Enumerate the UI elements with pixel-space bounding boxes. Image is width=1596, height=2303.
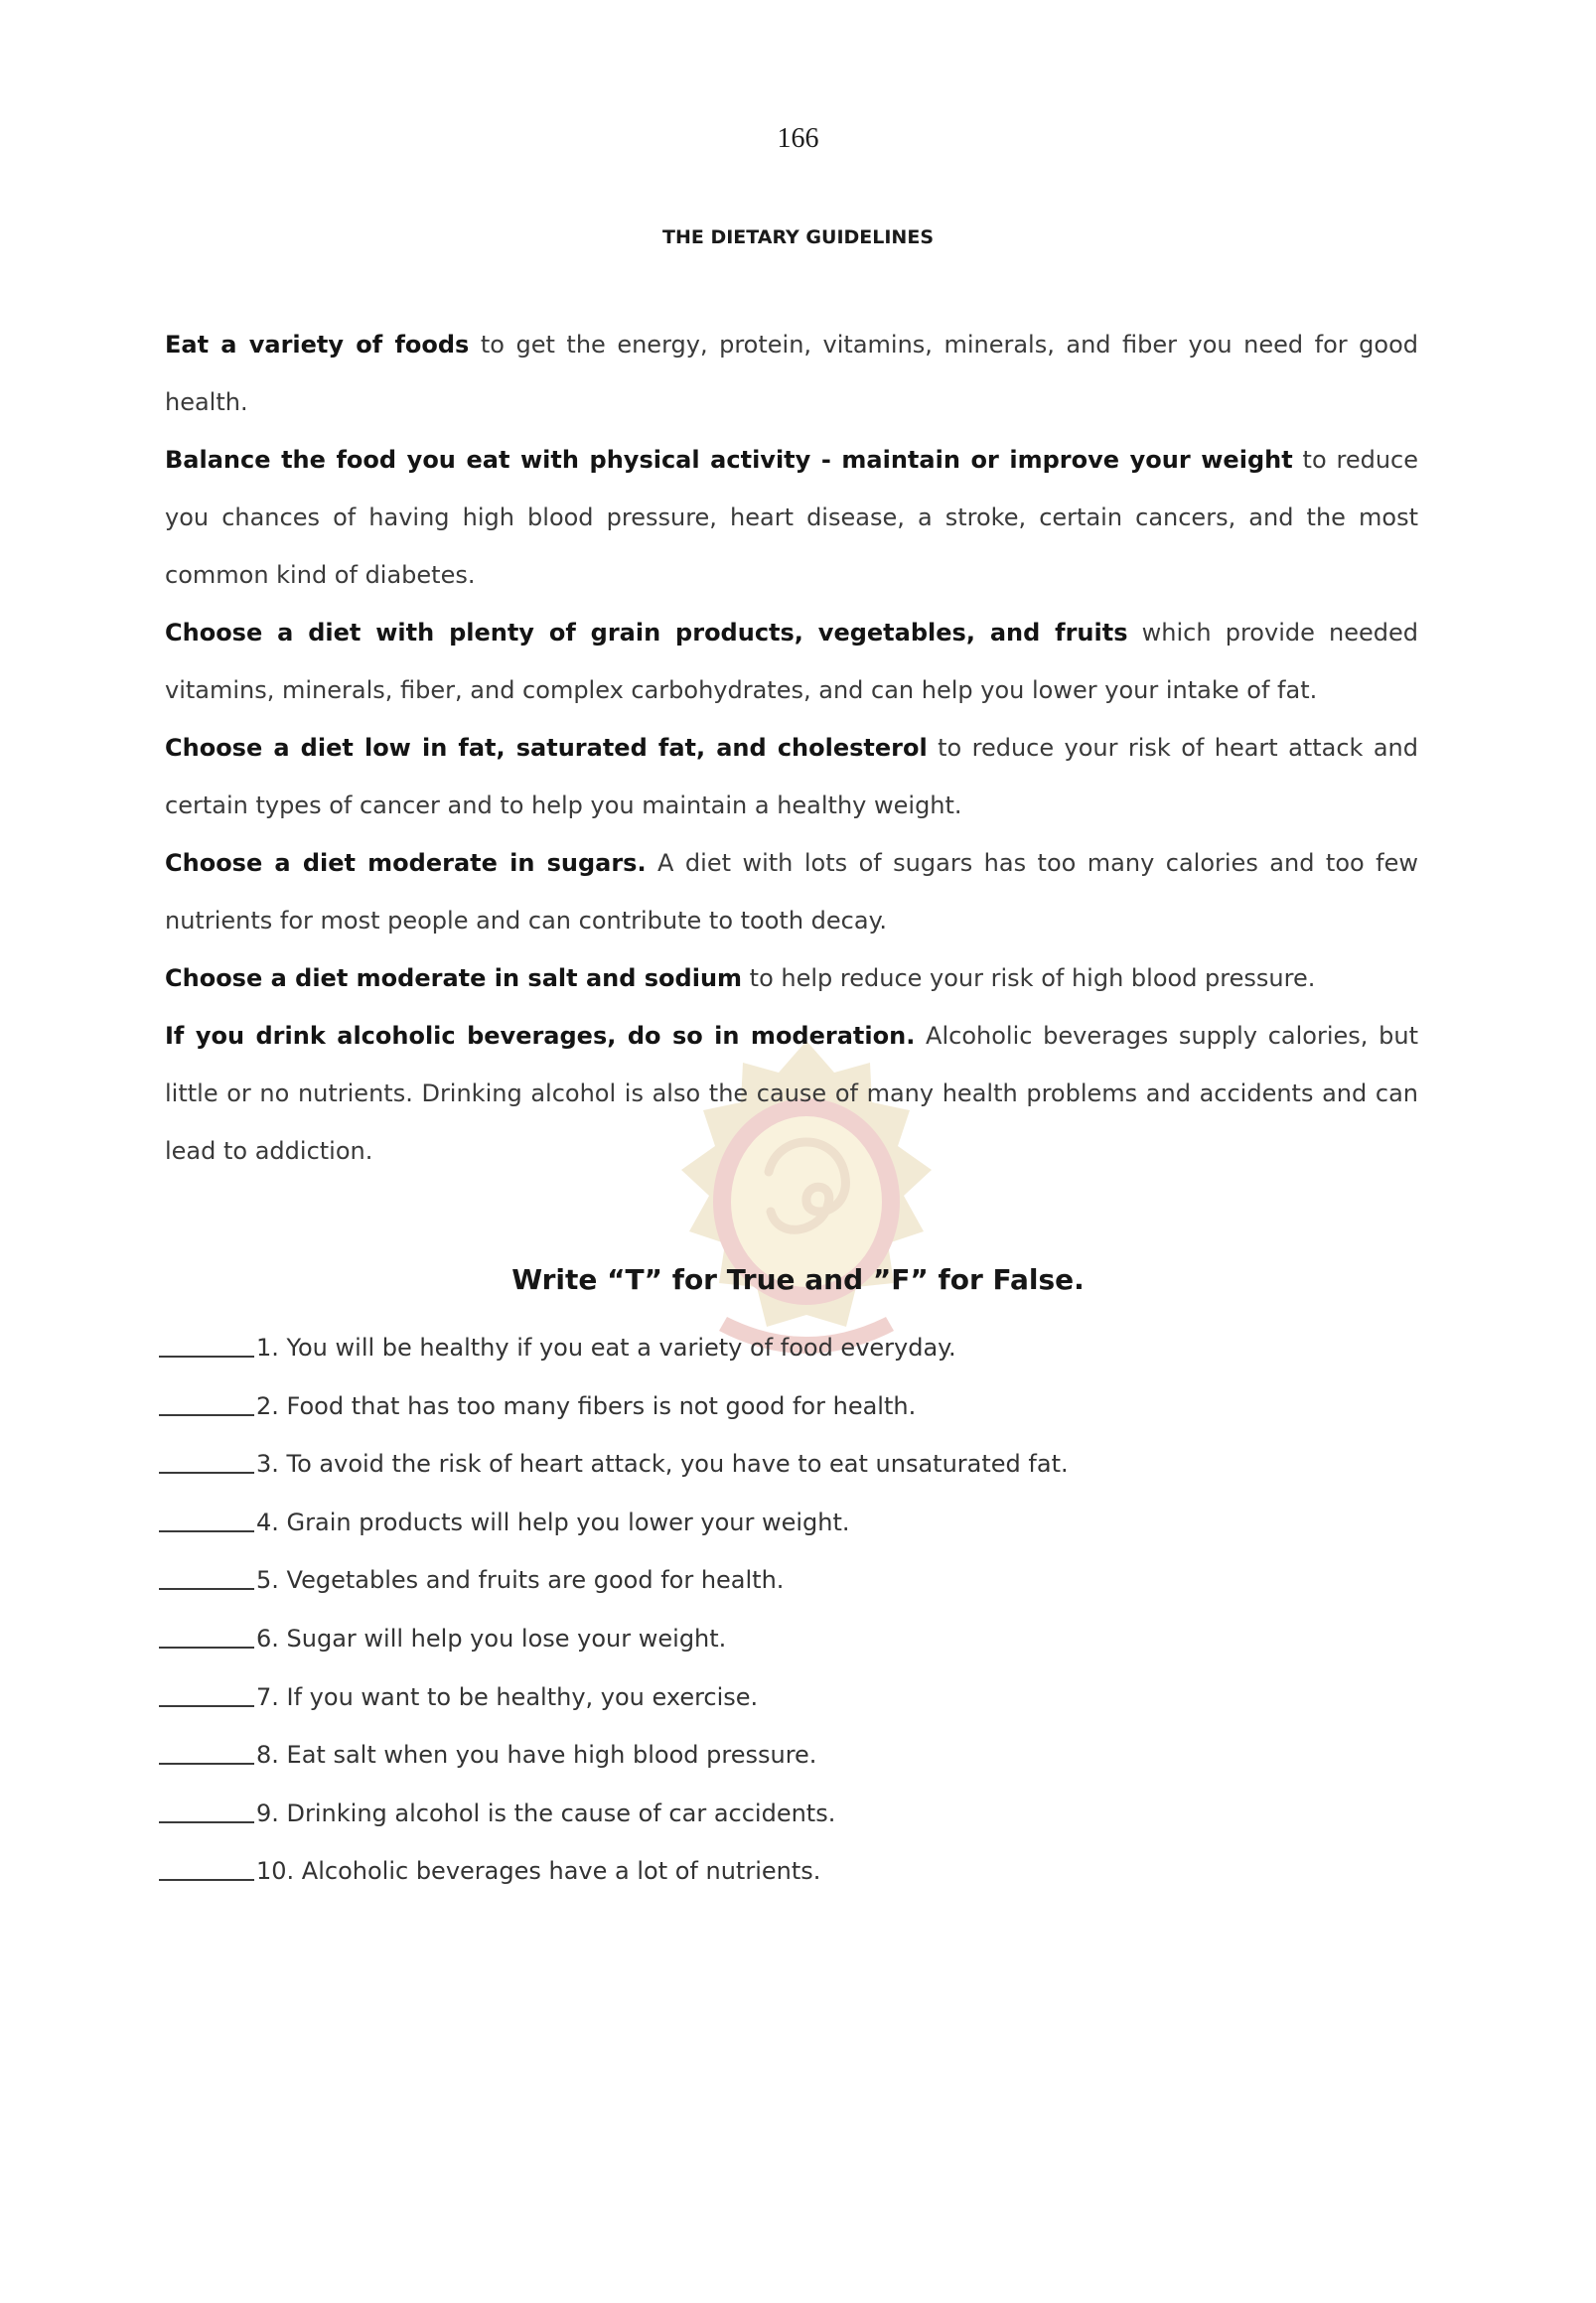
guideline-text: Alcoholic beverages supply calories, but little or no nutrients. Drinking alcohol is also the cause of many health problems and accidents and can lead to addiction. [165, 1022, 1418, 1165]
quiz-item [159, 1785, 1351, 1843]
guideline-text: to help reduce your risk of high blood pressure. [742, 964, 1316, 992]
quiz-item [159, 1494, 1351, 1552]
guideline-heading: Choose a diet moderate in salt and sodium [165, 964, 743, 992]
guideline-heading: Balance the food you eat with physical activity - maintain or improve your weight [165, 446, 1293, 474]
answer-blank[interactable] [159, 1733, 254, 1765]
guideline-paragraph [165, 604, 1418, 719]
quiz-item [159, 1842, 1351, 1901]
guideline-heading: Choose a diet with plenty of grain products, vegetables, and fruits [165, 619, 1128, 647]
quiz-item-text: 8. Eat salt when you have high blood pressure. [256, 1741, 817, 1770]
quiz-item-text: 6. Sugar will help you lose your weight. [256, 1624, 727, 1653]
quiz-heading: Write “T” for True and ”F” for False. [511, 1263, 1085, 1296]
guidelines-section [165, 316, 1418, 1180]
guideline-paragraph [165, 431, 1418, 604]
guideline-paragraph [165, 1007, 1418, 1180]
quiz-item-text: 9. Drinking alcohol is the cause of car accidents. [256, 1799, 836, 1827]
guideline-text: A diet with lots of sugars has too many calories and too few nutrients for most people and can contribute to tooth decay. [165, 849, 1418, 935]
quiz-item [159, 1726, 1351, 1785]
quiz-item [159, 1610, 1351, 1668]
page-number: 166 [777, 123, 819, 154]
answer-blank[interactable] [159, 1849, 254, 1881]
guideline-heading: Choose a diet moderate in sugars. [165, 849, 647, 877]
quiz-item [159, 1377, 1351, 1436]
guideline-paragraph [165, 719, 1418, 834]
quiz-item-text: 5. Vegetables and fruits are good for health. [256, 1566, 785, 1595]
quiz-item-text: 7. If you want to be healthy, you exercise. [256, 1682, 759, 1711]
quiz-item-text: 2. Food that has too many fibers is not good for health. [256, 1391, 917, 1420]
guideline-heading: Choose a diet low in fat, saturated fat, and cholesterol [165, 734, 928, 762]
answer-blank[interactable] [159, 1792, 254, 1823]
answer-blank[interactable] [159, 1384, 254, 1416]
quiz-item [159, 1435, 1351, 1494]
answer-blank[interactable] [159, 1617, 254, 1649]
answer-blank[interactable] [159, 1501, 254, 1532]
guideline-text: which provide needed vitamins, minerals, fiber, and complex carbohydrates, and can help you lower your intake of fat. [165, 619, 1418, 704]
quiz-item-text: 10. Alcoholic beverages have a lot of nutrients. [256, 1857, 821, 1886]
quiz-item [159, 1668, 1351, 1727]
quiz-item [159, 1319, 1351, 1377]
quiz-item-text: 1. You will be healthy if you eat a variety of food everyday. [256, 1334, 956, 1362]
guideline-paragraph [165, 834, 1418, 949]
guideline-paragraph [165, 949, 1418, 1007]
answer-blank[interactable] [159, 1326, 254, 1358]
quiz-list [159, 1319, 1351, 1901]
quiz-item-text: 4. Grain products will help you lower your weight. [256, 1508, 850, 1536]
guideline-heading: If you drink alcoholic beverages, do so in moderation. [165, 1022, 916, 1050]
answer-blank[interactable] [159, 1558, 254, 1590]
answer-blank[interactable] [159, 1442, 254, 1474]
page-title: THE DIETARY GUIDELINES [661, 226, 934, 248]
quiz-item-text: 3. To avoid the risk of heart attack, you have to eat unsaturated fat. [256, 1450, 1069, 1479]
guideline-paragraph [165, 316, 1418, 431]
quiz-item [159, 1551, 1351, 1610]
guideline-text: to get the energy, protein, vitamins, minerals, and fiber you need for good health. [165, 331, 1418, 416]
guideline-text: to reduce you chances of having high blood pressure, heart disease, a stroke, certain cancers, and the most common kind of diabetes. [165, 446, 1418, 589]
guideline-heading: Eat a variety of foods [165, 331, 470, 359]
answer-blank[interactable] [159, 1675, 254, 1707]
guideline-text: to reduce your risk of heart attack and certain types of cancer and to help you maintain a healthy weight. [165, 734, 1418, 819]
